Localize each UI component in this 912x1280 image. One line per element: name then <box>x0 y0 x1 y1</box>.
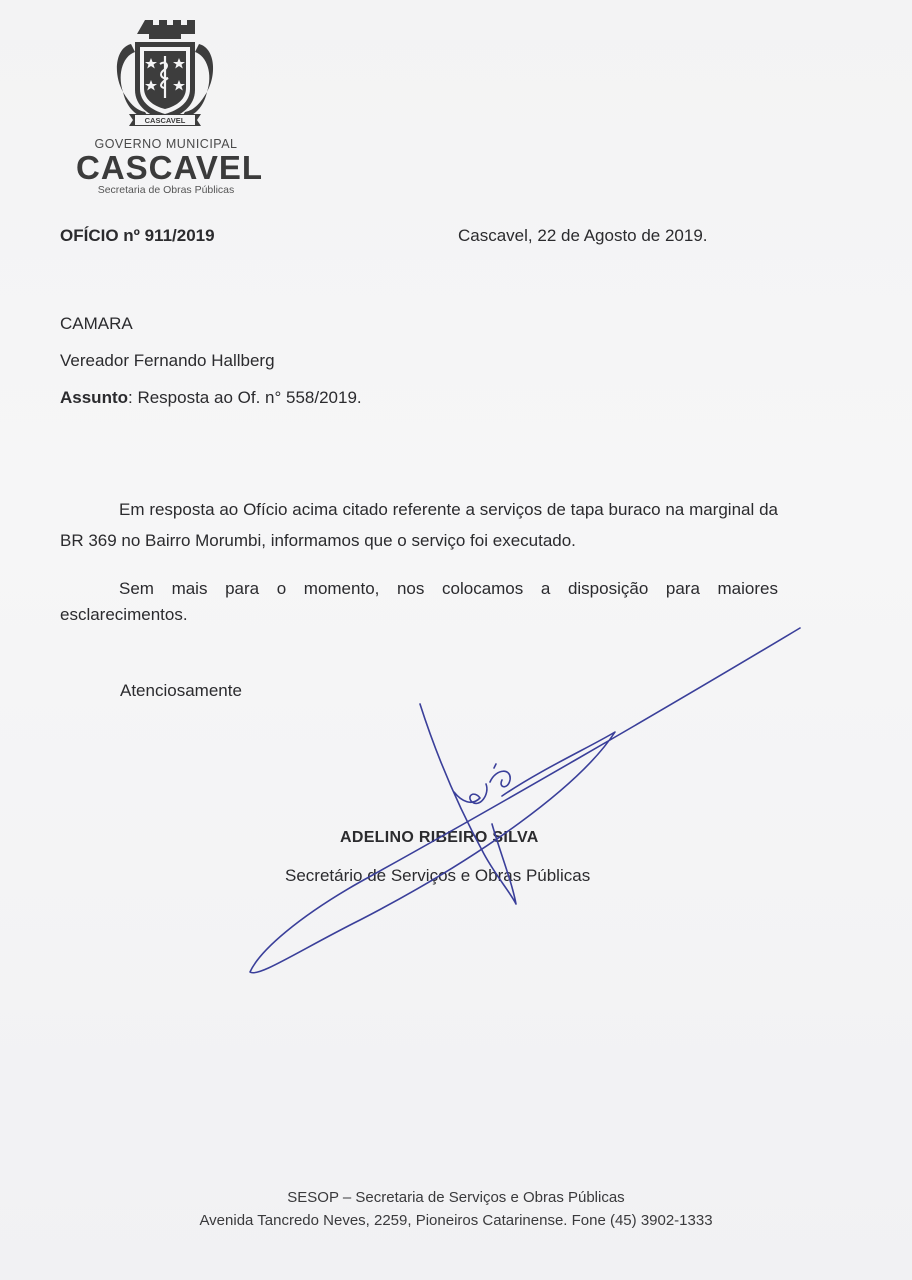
closing-salutation: Atenciosamente <box>120 681 242 700</box>
signer-role: Secretário de Serviços e Obras Públicas <box>285 866 591 885</box>
letterhead-logo <box>76 14 264 199</box>
city-name: CASCAVEL <box>76 149 264 186</box>
recipient-institution: CAMARA <box>60 314 133 333</box>
recipient-name: Vereador Fernando Hallberg <box>60 351 275 370</box>
subject-label: Assunto <box>60 388 128 407</box>
city-crest-icon <box>109 14 221 134</box>
body-paragraph-2: Sem mais para o momento, nos colocamos a disposição para maiores esclarecimentos. <box>60 579 778 624</box>
subject-line <box>60 388 362 408</box>
handwritten-signature <box>240 620 810 990</box>
footer-department: SESOP – Secretaria de Serviços e Obras Públicas <box>287 1189 625 1206</box>
body-paragraph-1: Em resposta ao Ofício acima citado referente a serviços de tapa buraco na marginal da BR 369 no Bairro Morumbi, informamos que o serviço foi executado. <box>60 500 778 550</box>
crest-ribbon-label: CASCAVEL <box>144 116 186 125</box>
signer-name: ADELINO RIBEIRO SILVA <box>340 829 539 846</box>
footer-address: Avenida Tancredo Neves, 2259, Pioneiros Catarinense. Fone (45) 3902-1333 <box>199 1212 713 1229</box>
document-number: OFÍCIO nº 911/2019 <box>60 226 215 245</box>
document-date: Cascavel, 22 de Agosto de 2019. <box>458 226 708 245</box>
subject-text: : Resposta ao Of. n° 558/2019. <box>128 388 362 407</box>
government-label: GOVERNO MUNICIPAL <box>94 137 238 151</box>
department-label: Secretaria de Obras Públicas <box>97 184 235 196</box>
